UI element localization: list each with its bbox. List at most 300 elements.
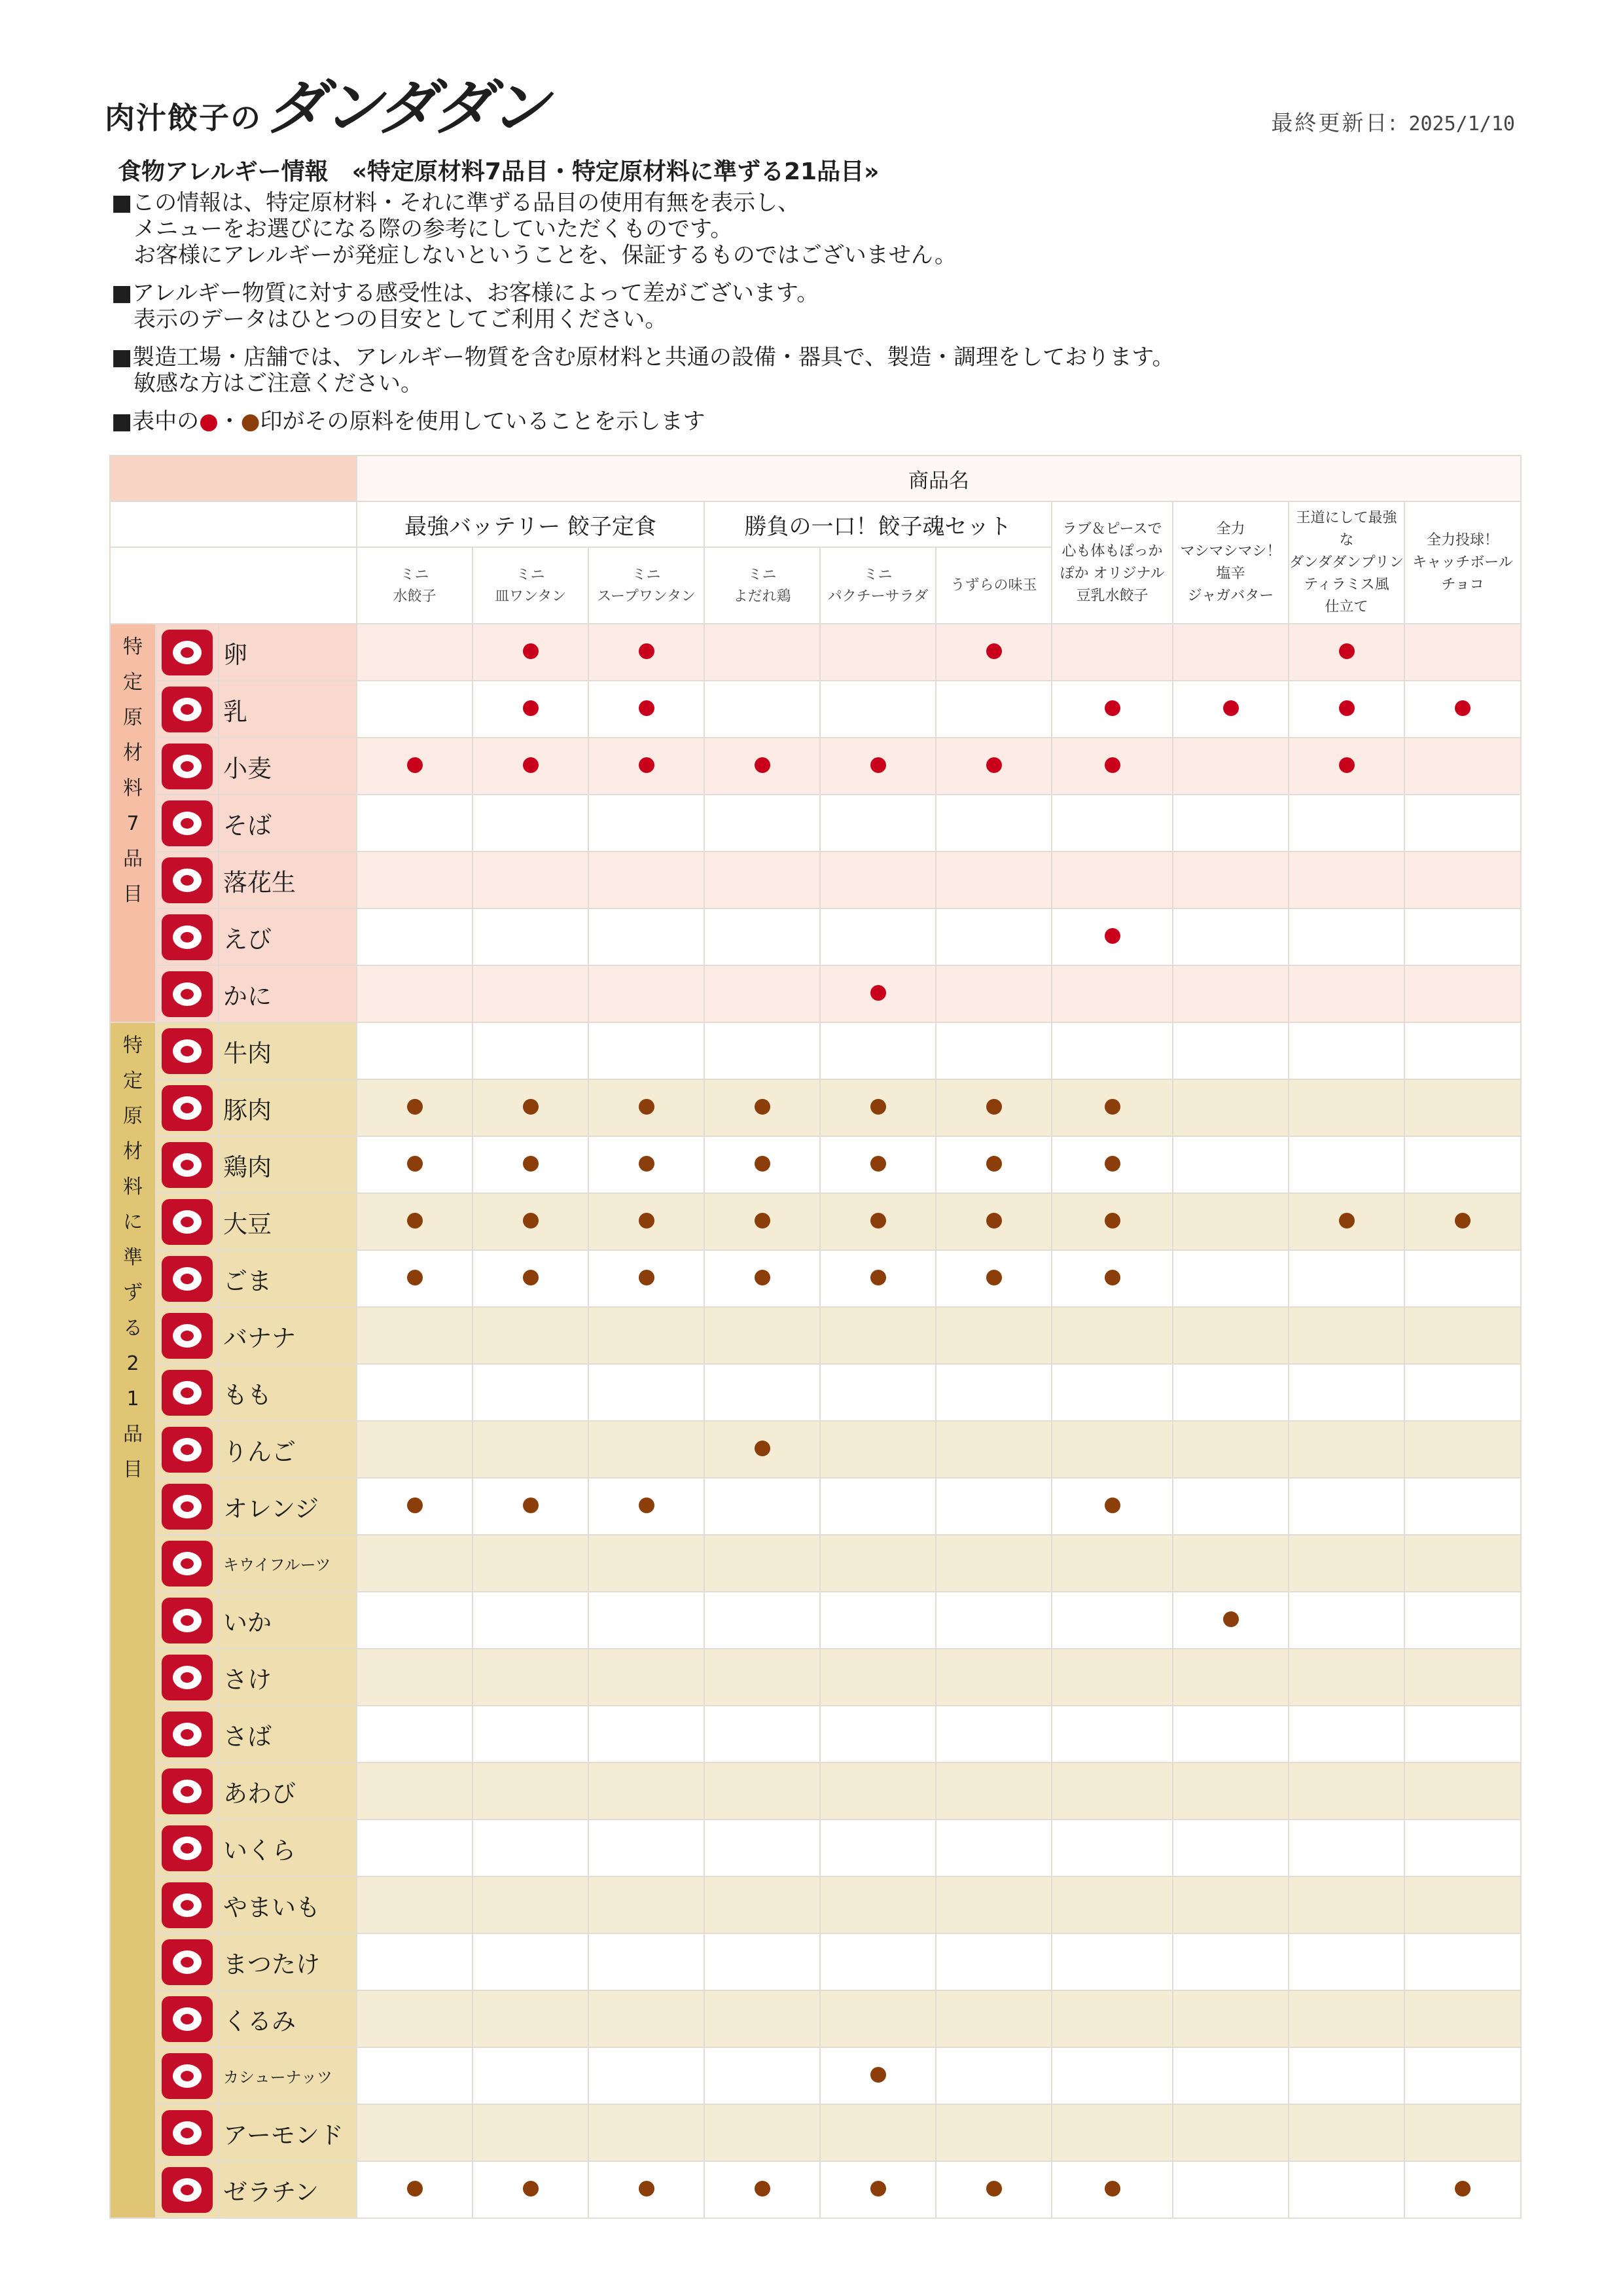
allergen-cell [1173, 681, 1289, 738]
category-label-7 [110, 624, 156, 1022]
note-3 [111, 344, 1175, 397]
product-header: ミニ スープワンタン [588, 547, 704, 624]
milk-icon [162, 687, 213, 732]
allergen-cell [820, 1706, 936, 1763]
allergen-cell [357, 1990, 473, 2047]
allergen-row [110, 1250, 1521, 1307]
contains-mark [639, 1270, 654, 1285]
allergen-cell [588, 852, 704, 908]
brand-logo-big: ダンダダン [266, 72, 546, 143]
allergen-cell [1404, 1933, 1521, 1990]
gelatin-icon [162, 2167, 213, 2213]
allergen-cell [1173, 908, 1289, 965]
allergen-cell [1404, 965, 1521, 1022]
allergen-cell [936, 1706, 1052, 1763]
allergen-cell [1404, 2104, 1521, 2161]
allergen-cell [704, 1364, 820, 1421]
allergen-cell [1052, 1364, 1173, 1421]
allergen-cell [1052, 1706, 1173, 1763]
shrimp-icon [162, 914, 213, 960]
allergen-cell [588, 908, 704, 965]
category-char: 1 [126, 1388, 139, 1410]
allergen-cell [588, 965, 704, 1022]
contains-mark [1339, 643, 1355, 659]
last-updated-date: 2025/1/10 [1408, 113, 1515, 135]
allergen-icon-cell [156, 1022, 219, 1079]
allergen-cell [1404, 1990, 1521, 2047]
contains-mark [755, 1213, 770, 1229]
product-header: 王道にして最強な ダンダダンプリン ティラミス風 仕立て [1289, 501, 1404, 624]
allergen-cell [820, 1079, 936, 1136]
allergen-cell [588, 738, 704, 795]
peach-icon [162, 1370, 213, 1416]
allergen-row [110, 1307, 1521, 1364]
allergen-cell [473, 1933, 588, 1990]
header-title: 商品名 [357, 456, 1521, 501]
allergen-cell [1052, 965, 1173, 1022]
allergen-cell [1173, 1820, 1289, 1876]
allergen-cell [1404, 1649, 1521, 1706]
contains-mark [407, 1270, 423, 1285]
allergen-cell [1289, 1535, 1404, 1592]
allergen-row [110, 2161, 1521, 2218]
contains-mark [639, 1156, 654, 1172]
allergen-cell [357, 1649, 473, 1706]
group-header: 最強バッテリー 餃子定食 [357, 501, 704, 547]
allergen-cell [820, 1193, 936, 1250]
allergen-cell [936, 2104, 1052, 2161]
apple-icon [162, 1427, 213, 1473]
allergen-cell [588, 1364, 704, 1421]
allergen-row [110, 965, 1521, 1022]
allergen-cell [820, 2047, 936, 2104]
allergen-cell [704, 2104, 820, 2161]
allergen-cell [1052, 1421, 1173, 1478]
allergen-cell [1289, 1079, 1404, 1136]
allergen-cell [1404, 1193, 1521, 1250]
allergen-cell [473, 852, 588, 908]
allergen-cell [1052, 2047, 1173, 2104]
allergen-cell [936, 852, 1052, 908]
allergen-cell [704, 965, 820, 1022]
allergen-cell [473, 1364, 588, 1421]
allergen-name: 乳 [219, 681, 357, 738]
contains-mark [407, 757, 423, 773]
category-char: 材 [123, 1140, 143, 1163]
allergen-cell [588, 1136, 704, 1193]
allergen-row [110, 1820, 1521, 1876]
contains-mark [1105, 2181, 1120, 2197]
allergen-cell [473, 1535, 588, 1592]
contains-mark [1339, 757, 1355, 773]
legend-suffix: 印がその原料を使用していることを示します [260, 408, 705, 435]
allergen-cell [820, 681, 936, 738]
allergen-cell [936, 1022, 1052, 1079]
allergen-cell [1289, 1421, 1404, 1478]
allergen-cell [704, 1535, 820, 1592]
allergen-icon-cell [156, 1307, 219, 1364]
allergen-cell [936, 1535, 1052, 1592]
allergen-cell [1289, 1933, 1404, 1990]
allergen-cell [704, 1136, 820, 1193]
allergen-cell [1173, 1706, 1289, 1763]
allergen-cell [1404, 1421, 1521, 1478]
allergen-cell [820, 624, 936, 681]
allergen-cell [1052, 1990, 1173, 2047]
allergen-cell [1289, 1250, 1404, 1307]
allergen-row [110, 1079, 1521, 1136]
contains-mark [523, 1099, 539, 1115]
contains-mark [1223, 1611, 1239, 1627]
allergen-cell [1404, 1876, 1521, 1933]
allergen-icon-cell [156, 1193, 219, 1250]
contains-mark [407, 1156, 423, 1172]
allergen-cell [473, 681, 588, 738]
allergen-cell [820, 965, 936, 1022]
allergen-cell [820, 852, 936, 908]
allergen-name: 牛肉 [219, 1022, 357, 1079]
allergen-cell [1052, 795, 1173, 852]
allergen-cell [1173, 2161, 1289, 2218]
category-char: る [123, 1317, 143, 1340]
contains-mark [407, 2181, 423, 2197]
allergen-cell [1404, 1706, 1521, 1763]
peanut-icon [162, 857, 213, 903]
allergen-row [110, 795, 1521, 852]
category-char: 品 [123, 848, 143, 870]
allergen-icon-cell [156, 1990, 219, 2047]
allergen-name: ごま [219, 1250, 357, 1307]
allergen-cell [1289, 681, 1404, 738]
contains-mark [1339, 1213, 1355, 1229]
allergen-name: ゼラチン [219, 2161, 357, 2218]
allergen-cell [1173, 2047, 1289, 2104]
allergen-cell [588, 1421, 704, 1478]
allergen-icon-cell [156, 2104, 219, 2161]
allergen-cell [704, 1706, 820, 1763]
allergen-cell [1289, 1478, 1404, 1535]
allergen-cell [820, 1763, 936, 1820]
allergen-cell [588, 1250, 704, 1307]
allergen-cell [1289, 2047, 1404, 2104]
allergen-cell [704, 2047, 820, 2104]
allergen-name: いくら [219, 1820, 357, 1876]
pork-icon [162, 1085, 213, 1131]
allergen-name: いか [219, 1592, 357, 1649]
legend-red-dot: ● [199, 408, 219, 435]
allergen-icon-cell [156, 852, 219, 908]
allergen-cell [820, 2161, 936, 2218]
allergen-name: えび [219, 908, 357, 965]
allergen-cell [357, 1478, 473, 1535]
allergen-cell [1173, 852, 1289, 908]
allergen-icon-cell [156, 1933, 219, 1990]
allergen-row [110, 1990, 1521, 2047]
allergen-cell [1052, 1649, 1173, 1706]
category-char: 定 [123, 671, 143, 694]
allergen-name: りんご [219, 1421, 357, 1478]
allergen-cell [588, 1478, 704, 1535]
allergen-cell [1404, 1763, 1521, 1820]
allergen-cell [936, 1876, 1052, 1933]
page-title: 食物アレルギー情報 «特定原材料7品目・特定原材料に準ずる21品目» [118, 158, 880, 185]
allergen-cell [473, 1706, 588, 1763]
last-updated-label: 最終更新日: [1271, 110, 1399, 135]
contains-mark [523, 700, 539, 716]
allergen-cell [936, 2047, 1052, 2104]
header-corner [110, 547, 357, 624]
allergen-cell [936, 965, 1052, 1022]
allergen-icon-cell [156, 624, 219, 681]
allergen-cell [357, 624, 473, 681]
allergen-cell [1289, 795, 1404, 852]
allergen-cell [704, 1079, 820, 1136]
allergen-cell [936, 795, 1052, 852]
group-header: 勝負の一口！餃子魂セット [704, 501, 1052, 547]
beef-icon [162, 1028, 213, 1074]
contains-mark [523, 757, 539, 773]
contains-mark [1339, 700, 1355, 716]
allergen-cell [820, 1990, 936, 2047]
allergen-icon-cell [156, 681, 219, 738]
allergen-cell [1404, 1592, 1521, 1649]
legend-line [111, 408, 1175, 435]
contains-mark [407, 1498, 423, 1513]
allergen-name: くるみ [219, 1990, 357, 2047]
allergen-cell [1173, 2104, 1289, 2161]
allergen-cell [704, 1763, 820, 1820]
contains-mark [870, 985, 886, 1001]
allergen-cell [357, 1364, 473, 1421]
allergen-cell [936, 1990, 1052, 2047]
allergen-cell [588, 795, 704, 852]
chicken-icon [162, 1142, 213, 1188]
contains-mark [986, 1156, 1002, 1172]
category-char: 料 [123, 1175, 143, 1198]
allergen-icon-cell [156, 1250, 219, 1307]
allergen-cell [820, 1136, 936, 1193]
allergen-cell [1173, 1763, 1289, 1820]
allergen-cell [1289, 1763, 1404, 1820]
allergen-cell [1404, 1478, 1521, 1535]
kiwi-icon [162, 1541, 213, 1587]
allergen-cell [588, 1876, 704, 1933]
allergen-cell [1404, 2047, 1521, 2104]
contains-mark [870, 1213, 886, 1229]
allergen-cell [704, 1022, 820, 1079]
header-corner [110, 456, 357, 501]
category-char: 材 [123, 742, 143, 764]
mackerel-icon [162, 1712, 213, 1757]
allergen-row [110, 2047, 1521, 2104]
allergen-cell [588, 2104, 704, 2161]
crab-icon [162, 971, 213, 1017]
allergen-cell [936, 1478, 1052, 1535]
allergen-cell [1289, 908, 1404, 965]
allergen-row [110, 2104, 1521, 2161]
allergen-row [110, 1592, 1521, 1649]
allergen-cell [1404, 1250, 1521, 1307]
allergen-cell [704, 1307, 820, 1364]
contains-mark [639, 1498, 654, 1513]
allergen-cell [473, 1193, 588, 1250]
contains-mark [870, 2067, 886, 2083]
contains-mark [523, 1498, 539, 1513]
allergen-cell [588, 2047, 704, 2104]
allergen-cell [1173, 1022, 1289, 1079]
contains-mark [1105, 1156, 1120, 1172]
header-corner [110, 501, 357, 547]
allergen-cell [1289, 624, 1404, 681]
allergen-name: あわび [219, 1763, 357, 1820]
allergen-cell [357, 1079, 473, 1136]
allergen-cell [473, 1079, 588, 1136]
contains-mark [523, 1270, 539, 1285]
allergen-icon-cell [156, 1876, 219, 1933]
allergen-cell [357, 1876, 473, 1933]
brand-logo-small: 肉汁餃子の [105, 100, 262, 135]
allergen-cell [1289, 1990, 1404, 2047]
allergen-row [110, 1478, 1521, 1535]
allergen-name: カシューナッツ [219, 2047, 357, 2104]
allergen-cell [1173, 1933, 1289, 1990]
allergen-cell [473, 1136, 588, 1193]
allergy-table [109, 455, 1522, 2219]
allergen-name: まつたけ [219, 1933, 357, 1990]
allergen-cell [820, 1876, 936, 1933]
contains-mark [1105, 928, 1120, 944]
allergen-cell [704, 2161, 820, 2218]
contains-mark [1105, 1099, 1120, 1115]
allergen-cell [704, 1820, 820, 1876]
legend-prefix: ■表中の [111, 408, 200, 435]
category-char: 原 [123, 1105, 143, 1128]
allergen-name: 卵 [219, 624, 357, 681]
contains-mark [639, 1099, 654, 1115]
allergen-cell [473, 1421, 588, 1478]
allergen-cell [473, 1820, 588, 1876]
category-char: 定 [123, 1069, 143, 1092]
allergen-cell [936, 908, 1052, 965]
contains-mark [1105, 1270, 1120, 1285]
allergen-cell [1289, 1022, 1404, 1079]
allergen-cell [1289, 965, 1404, 1022]
contains-mark [1455, 2181, 1471, 2197]
allergen-cell [820, 1250, 936, 1307]
allergen-cell [473, 2047, 588, 2104]
allergen-cell [936, 1933, 1052, 1990]
contains-mark [870, 2181, 886, 2197]
category-char: ず [123, 1282, 143, 1304]
allergen-cell [473, 795, 588, 852]
allergen-cell [1289, 1820, 1404, 1876]
allergen-cell [1173, 624, 1289, 681]
note-2 [111, 280, 1175, 332]
product-header: ミニ パクチーサラダ [820, 547, 936, 624]
allergen-cell [473, 2161, 588, 2218]
allergen-cell [357, 1193, 473, 1250]
allergen-cell [1289, 2161, 1404, 2218]
allergen-cell [1173, 1307, 1289, 1364]
buckwheat-icon [162, 800, 213, 846]
allergen-cell [704, 1478, 820, 1535]
allergen-cell [588, 1592, 704, 1649]
allergen-row [110, 1421, 1521, 1478]
category-char: 料 [123, 777, 143, 800]
allergen-cell [936, 1649, 1052, 1706]
allergen-name: もも [219, 1364, 357, 1421]
category-char: 特 [123, 1034, 143, 1057]
contains-mark [407, 1213, 423, 1229]
allergen-cell [704, 1933, 820, 1990]
allergen-cell [1289, 1592, 1404, 1649]
contains-mark [639, 1213, 654, 1229]
allergen-cell [357, 1307, 473, 1364]
allergen-name: 大豆 [219, 1193, 357, 1250]
egg-icon [162, 630, 213, 675]
allergen-icon-cell [156, 1592, 219, 1649]
allergen-cell [1173, 1990, 1289, 2047]
allergen-cell [820, 1592, 936, 1649]
category-char: 2 [126, 1352, 139, 1375]
allergen-cell [1289, 2104, 1404, 2161]
allergen-cell [588, 1079, 704, 1136]
walnut-icon [162, 1996, 213, 2042]
allergen-cell [1404, 1820, 1521, 1876]
allergen-cell [1173, 1250, 1289, 1307]
note-line: 敏感な方はご注意ください。 [134, 370, 423, 397]
allergen-cell [936, 1307, 1052, 1364]
squid-icon [162, 1598, 213, 1643]
allergen-icon-cell [156, 738, 219, 795]
allergen-row [110, 1649, 1521, 1706]
allergen-cell [936, 1820, 1052, 1876]
allergen-cell [357, 1933, 473, 1990]
allergen-cell [473, 1649, 588, 1706]
allergen-cell [936, 1364, 1052, 1421]
allergen-cell [704, 1193, 820, 1250]
allergen-row [110, 1022, 1521, 1079]
product-header: ミニ 皿ワンタン [473, 547, 588, 624]
yam-icon [162, 1882, 213, 1928]
contains-mark [755, 2181, 770, 2197]
allergen-cell [1173, 965, 1289, 1022]
allergen-cell [1052, 1820, 1173, 1876]
allergen-cell [473, 2104, 588, 2161]
allergen-cell [357, 1820, 473, 1876]
allergen-icon-cell [156, 1706, 219, 1763]
allergen-cell [588, 1706, 704, 1763]
legend [111, 408, 1175, 435]
allergen-cell [1289, 1307, 1404, 1364]
allergen-cell [820, 1820, 936, 1876]
banana-icon [162, 1313, 213, 1359]
allergen-cell [588, 1193, 704, 1250]
allergen-cell [1052, 2104, 1173, 2161]
allergen-cell [357, 795, 473, 852]
allergen-cell [473, 1307, 588, 1364]
contains-mark [523, 2181, 539, 2197]
category-char: 準 [123, 1246, 143, 1269]
allergen-cell [1173, 795, 1289, 852]
allergen-cell [357, 1706, 473, 1763]
allergen-name: アーモンド [219, 2104, 357, 2161]
allergen-icon-cell [156, 1079, 219, 1136]
allergen-cell [588, 1820, 704, 1876]
category-char: 目 [123, 883, 143, 906]
allergen-cell [704, 1649, 820, 1706]
brand-logo [105, 72, 546, 143]
